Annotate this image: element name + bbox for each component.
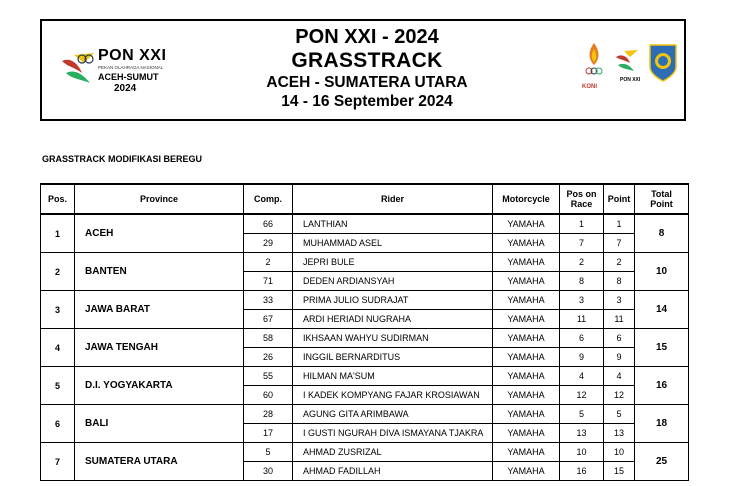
rider-motorcycle: YAMAHA — [493, 253, 560, 272]
rider-race-pos: 13 — [560, 424, 604, 443]
rider-motorcycle: YAMAHA — [493, 272, 560, 291]
rider-race-pos: 1 — [560, 214, 604, 234]
rider-comp: 33 — [244, 291, 293, 310]
rider-comp: 30 — [244, 462, 293, 481]
logo-year-text: 2024 — [114, 83, 137, 94]
rider-motorcycle: YAMAHA — [493, 234, 560, 253]
team-pos: 7 — [41, 443, 75, 481]
rider-point: 6 — [604, 329, 635, 348]
team-pos: 6 — [41, 405, 75, 443]
rider-race-pos: 7 — [560, 234, 604, 253]
col-header-race — [560, 184, 604, 214]
team-total: 10 — [635, 253, 689, 291]
team-pos: 1 — [41, 214, 75, 253]
rider-point: 12 — [604, 386, 635, 405]
rider-name: MUHAMMAD ASEL — [293, 234, 493, 253]
col-header-province: Province — [75, 184, 244, 214]
team-province: SUMATERA UTARA — [75, 443, 244, 481]
col-header-motorcycle: Motorcycle — [493, 184, 560, 214]
team-pos: 5 — [41, 367, 75, 405]
rider-race-pos: 12 — [560, 386, 604, 405]
rider-name: DEDEN ARDIANSYAH — [293, 272, 493, 291]
section-title: GRASSTRACK MODIFIKASI BEREGU — [42, 154, 203, 164]
rider-name: INGGIL BERNARDITUS — [293, 348, 493, 367]
rider-race-pos: 6 — [560, 329, 604, 348]
team-total: 16 — [635, 367, 689, 405]
team-province: JAWA TENGAH — [75, 329, 244, 367]
logo-region-text: ACEH-SUMUT — [98, 72, 159, 82]
rider-name: LANTHIAN — [293, 214, 493, 234]
pon-xxi-logo — [60, 43, 180, 103]
rider-comp: 67 — [244, 310, 293, 329]
rider-name: I GUSTI NGURAH DIVA ISMAYANA TJAKRA — [293, 424, 493, 443]
team-province: JAWA BARAT — [75, 291, 244, 329]
team-province: ACEH — [75, 214, 244, 253]
team-pos: 2 — [41, 253, 75, 291]
rider-comp: 26 — [244, 348, 293, 367]
title-dates: 14 - 16 September 2024 — [281, 93, 453, 110]
rider-point: 1 — [604, 214, 635, 234]
rider-name: PRIMA JULIO SUDRAJAT — [293, 291, 493, 310]
rider-comp: 71 — [244, 272, 293, 291]
team-province: BANTEN — [75, 253, 244, 291]
table-row — [41, 329, 689, 348]
rider-name: IKHSAAN WAHYU SUDIRMAN — [293, 329, 493, 348]
table-row — [41, 443, 689, 462]
koni-label: KONI — [582, 84, 597, 90]
rider-comp: 28 — [244, 405, 293, 424]
rider-comp: 55 — [244, 367, 293, 386]
team-total: 14 — [635, 291, 689, 329]
team-pos: 4 — [41, 329, 75, 367]
team-total: 15 — [635, 329, 689, 367]
col-header-race-line2: Race — [570, 199, 593, 209]
rider-motorcycle: YAMAHA — [493, 329, 560, 348]
col-header-total-line1: Total — [651, 189, 672, 199]
title-sport: GRASSTRACK — [291, 49, 443, 72]
title-host: ACEH - SUMATERA UTARA — [266, 74, 468, 91]
team-province: BALI — [75, 405, 244, 443]
rider-point: 15 — [604, 462, 635, 481]
title-block — [242, 25, 492, 111]
rider-motorcycle: YAMAHA — [493, 443, 560, 462]
table-row — [41, 214, 689, 234]
rider-point: 5 — [604, 405, 635, 424]
rider-comp: 5 — [244, 443, 293, 462]
results-table — [40, 183, 689, 481]
rider-motorcycle: YAMAHA — [493, 462, 560, 481]
rider-motorcycle: YAMAHA — [493, 310, 560, 329]
document-header — [40, 19, 686, 121]
table-row — [41, 367, 689, 386]
title-event: PON XXI - 2024 — [295, 26, 439, 48]
svg-text:PON XXI: PON XXI — [620, 77, 641, 83]
rider-point: 8 — [604, 272, 635, 291]
logo-sub-text: PEKAN OLAHRAGA NASIONAL — [98, 65, 164, 70]
rider-point: 11 — [604, 310, 635, 329]
team-pos: 3 — [41, 291, 75, 329]
col-header-total — [635, 184, 689, 214]
rider-name: AGUNG GITA ARIMBAWA — [293, 405, 493, 424]
table-header-row — [41, 184, 689, 214]
rider-race-pos: 3 — [560, 291, 604, 310]
rider-motorcycle: YAMAHA — [493, 367, 560, 386]
rider-motorcycle: YAMAHA — [493, 291, 560, 310]
rider-name: JEPRI BULE — [293, 253, 493, 272]
rider-point: 13 — [604, 424, 635, 443]
rider-name: AHMAD FADILLAH — [293, 462, 493, 481]
rider-race-pos: 4 — [560, 367, 604, 386]
rider-comp: 29 — [244, 234, 293, 253]
table-row — [41, 405, 689, 424]
rider-comp: 58 — [244, 329, 293, 348]
pon-emblem-icon — [60, 49, 96, 89]
rider-point: 7 — [604, 234, 635, 253]
col-header-pos: Pos. — [41, 184, 75, 214]
table-row — [41, 253, 689, 272]
rider-point: 2 — [604, 253, 635, 272]
table-row — [41, 291, 689, 310]
rider-name: AHMAD ZUSRIZAL — [293, 443, 493, 462]
rider-comp: 2 — [244, 253, 293, 272]
rider-race-pos: 10 — [560, 443, 604, 462]
rider-race-pos: 16 — [560, 462, 604, 481]
rider-race-pos: 8 — [560, 272, 604, 291]
rider-motorcycle: YAMAHA — [493, 214, 560, 234]
rider-point: 9 — [604, 348, 635, 367]
col-header-comp: Comp. — [244, 184, 293, 214]
rider-race-pos: 5 — [560, 405, 604, 424]
rider-comp: 66 — [244, 214, 293, 234]
rider-race-pos: 11 — [560, 310, 604, 329]
rider-point: 10 — [604, 443, 635, 462]
team-province: D.I. YOGYAKARTA — [75, 367, 244, 405]
rider-comp: 17 — [244, 424, 293, 443]
rider-motorcycle: YAMAHA — [493, 348, 560, 367]
rider-name: ARDI HERIADI NUGRAHA — [293, 310, 493, 329]
rider-race-pos: 9 — [560, 348, 604, 367]
rider-name: I KADEK KOMPYANG FAJAR KROSIAWAN — [293, 386, 493, 405]
team-total: 25 — [635, 443, 689, 481]
rider-comp: 60 — [244, 386, 293, 405]
rider-motorcycle: YAMAHA — [493, 424, 560, 443]
team-total: 8 — [635, 214, 689, 253]
sponsor-logos — [580, 39, 684, 99]
rider-race-pos: 2 — [560, 253, 604, 272]
rider-motorcycle: YAMAHA — [493, 405, 560, 424]
rider-name: HILMAN MA'SUM — [293, 367, 493, 386]
col-header-total-line2: Point — [650, 199, 673, 209]
rider-point: 3 — [604, 291, 635, 310]
rider-point: 4 — [604, 367, 635, 386]
col-header-rider: Rider — [293, 184, 493, 214]
team-total: 18 — [635, 405, 689, 443]
col-header-point: Point — [604, 184, 635, 214]
col-header-race-line1: Pos on — [566, 189, 597, 199]
rider-motorcycle: YAMAHA — [493, 386, 560, 405]
logo-main-text: PON XXI — [98, 47, 167, 64]
koni-emblem-icon — [580, 39, 684, 87]
